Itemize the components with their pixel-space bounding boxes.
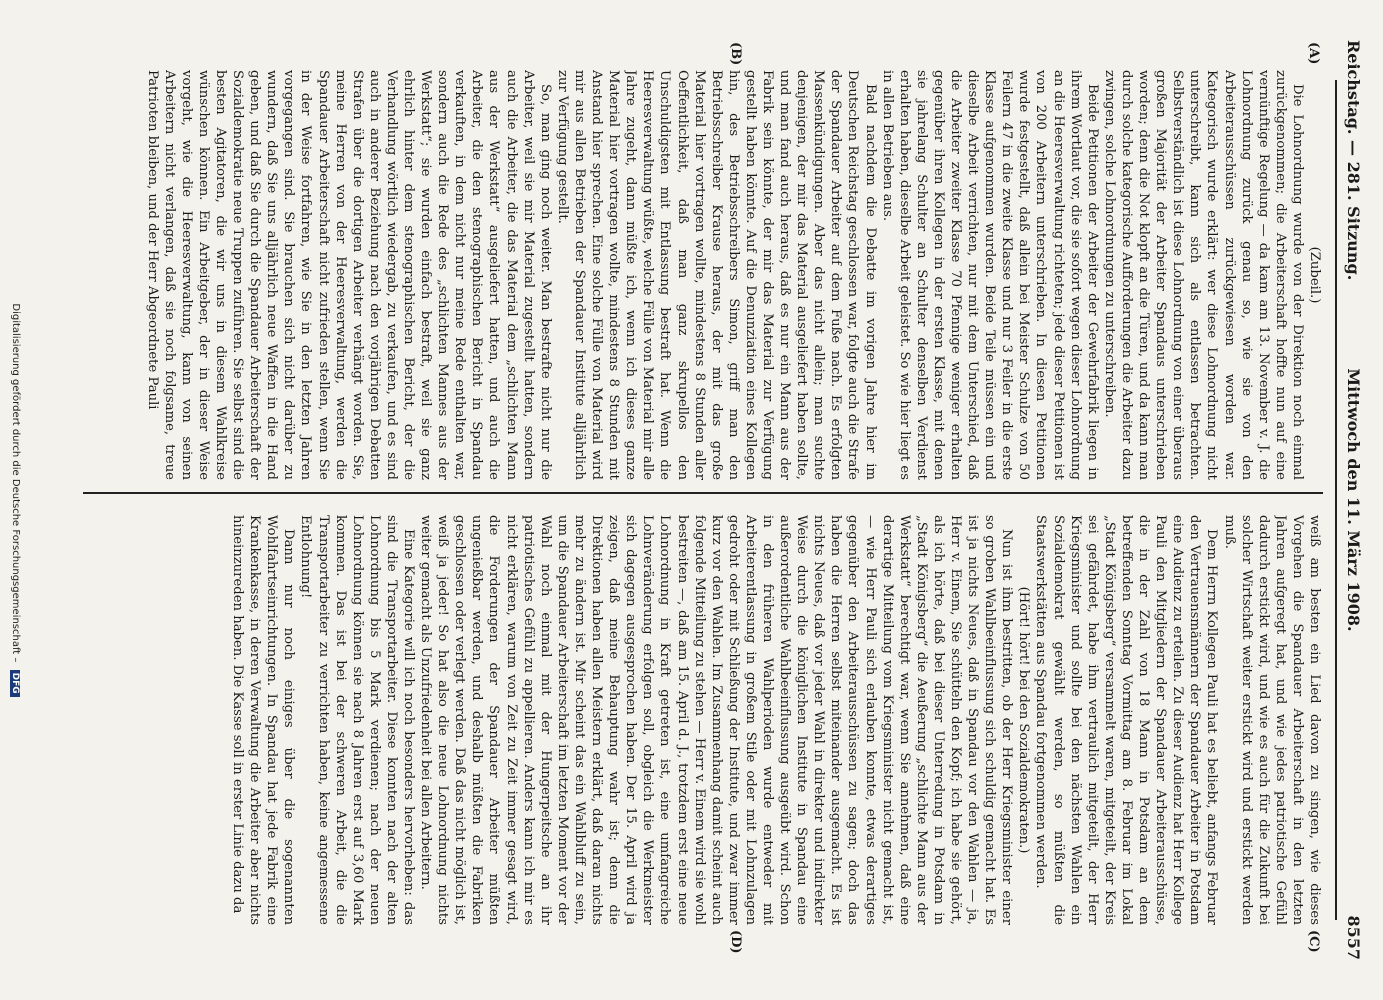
page-header — [1333, 40, 1371, 960]
digitization-credit — [10, 0, 21, 1000]
interjection: (Hört! hört! bei den Sozialdemokraten.) — [1016, 586, 1032, 854]
header-date: Mittwoch den 11. März 1908. — [1344, 368, 1363, 632]
paragraph: Nun ist ihm bestritten, ob der Herr Kriegsminister einer so groben Wahlbeeinflussung sich schuldig gemacht hat. Es ist ja nichts Neues, daß in Spandau vor den Wahlen — ja, Herr v. Einem, Sie schütteln den Kopf; ich habe sie gehört, als ich hörte, daß bei dieser Unterredung in Potsdam in „Stadt Königsberg“ die Aeußerung „schlichte Mann aus der Werkstatt“ berechtigt war, wenn Sie annehmen, daß eine derartige Mitteilung vom Kriegsminister nicht gemacht ist, — wie Herr Pauli sich erlauben konnte, etwas derartiges gegenüber den Arbeiterausschüssen zu sagen; doch das haben die Herren selbst miteinander ausgemacht. Es ist nichts Neues, daß vor jeder Wahl in direkter und indirekter Weise durch die königlichen Institute in Spandau eine außerordentliche Wahlbeeinflussung ausgeübt wird. Schon in den früheren Wahlperioden wurde entweder mit Arbeiterentlassung in großem Stile oder mit Lohnzulagen gedroht oder mit Schließung der Institute, und zwar immer kurz vor den Wahlen. Im Zusammenhang damit scheint auch folgende Mitteilung zu stehen — Herr v. Einem wird sie wohl bestreiten —, daß am 15. April d. J., trotzdem erst eine neue Lohnordnung in Kraft getreten ist, eine umfangreiche Lohnveränderung erfolgen soll, obgleich die Werkmeister sich dagegen ausgesprochen haben. Der 15. April wird ja zeigen, daß meine Behauptung wahr ist; denn die Direktionen haben allen Meistern erklärt, daß daran nichts mehr zu ändern ist. Mir scheint das ein Wahlbluff zu sein, um die Spandauer Arbeiterschaft im letzten Moment vor der Wahl noch einmal mit der Hungerpeitsche an ihr patriotisches Gefühl zu appellieren. Anders kann ich mir es nicht erklären, warum von Zeit zu Zeit immer gesagt wird, die Forderungen der Spandauer Arbeiter müßten ungenießbar werden, und deshalb müßten die Fabriken geschlossen oder verlegt werden. Daß das nicht möglich ist, weiß ja jeder! So hat also die neue Lohnordnung nichts weiter gemacht als Unzufriedenheit bei allen Arbeitern. — [418, 515, 1015, 925]
margin-marker-b: (B) — [728, 42, 743, 66]
margin-marker-a: (A) — [1306, 42, 1321, 65]
column-divider — [83, 492, 1323, 494]
paragraph: Die Lohnordnung wurde von der Direktion noch einmal zurückgenommen; die Arbeiterschaft hoffte nun auf eine vernünftige Regelung — da kam am 13. November v. J. die Lohnordnung zurück genau so, wie sie von den Arbeiterausschüssen zurückgewiesen worden war. Kategorisch wurde erklärt: wer diese Lohnordnung nicht unterschreibt, kann sich als entlassen betrachten. Selbstverständlich ist diese Lohnordnung von einer überaus großen Majorität der Arbeiter Spandaus unterschrieben worden; denn die Not klopft an die Türen, und da kann man durch solche kategorische Aufforderungen die Arbeiter dazu zwingen, solche Lohnordnungen zu unterschreiben. — [1101, 70, 1305, 480]
paragraph: Beide Petitionen der Arbeiter der Gewehrfabrik liegen in ihrem Wortlaut vor, die sie sofort wegen dieser Lohnordnung an die Heeresverwaltung richteten; jede dieser Petitionen ist von 200 Arbeitern unterschrieben. In diesen Petitionen wurde festgestellt, daß allein bei Meister Schulze von 50 Feilern 47 in die zweite Klasse und nur 3 Feiler in die erste Klasse aufgenommen wurden. Beide Teile müssen ein und dieselbe Arbeit verrichten, nur mit dem Unterschied, daß die Arbeiter zweiter Klasse 70 Pfennige weniger erhalten gegenüber ihren Kollegen in der ersten Klasse, mit denen sie jahrelang Schulter an Schulter denselben Verdienst erhalten haben, dieselbe Arbeit geleistet. So wie hier liegt es in allen Betrieben aus. — [879, 70, 1100, 480]
paragraph: Bald nachdem die Debatte im vorigen Jahre hier im Deutschen Reichstag geschlossen war, folgte auch die Strafe der Spandauer Arbeiter auf dem Fuße nach. Es erfolgten Massenkündigungen. Aber das nicht allein; man suchte denjenigen, der mir das Material ausgeliefert haben sollte, und man fand auch heraus, daß es nur ein Mann aus der Fabrik sein könnte, der mir das Material zur Verfügung gestellt haben könnte. Auf die Denunziation eines Kollegen hin, des Betriebsschreibers Simon, griff man den Betriebsschreiber Krause heraus, der mit das große Material hier vortragen wollte, mindestens 8 Stunden aller Oeffentlichkeit, daß man ganz skrupellos den Unschuldigsten mit Entlassung bestraft hat. Wenn die Heeresverwaltung wüßte, welche Fülle von Material mir alle Jahre zugeht, dann müßte ich, wenn ich dieses ganze Material hier vortragen wollte, mindestens 8 Stunden mit Anstand hier sprechen. Eine solche Fülle von Material wird mir aus allen Betrieben der Spandauer Institute alljährlich zur Verfügung gestellt. — [554, 70, 878, 480]
right-column — [83, 515, 1323, 925]
margin-marker-c: (C) — [1306, 930, 1321, 953]
dfg-logo: DFG — [10, 670, 20, 697]
paragraph: Dem Herrn Kollegen Pauli hat es beliebt, anfangs Februar den Vertrauensmännern der Spandauer Arbeiter in Potsdam eine Audienz zu erteilen. Zu dieser Audienz hat Herr Kollege Pauli den Mitgliedern der Spandauer Arbeiterausschüsse, die in der Zahl von 18 Mann in Potsdam an dem betreffenden Sonntag Vormittag am 8. Februar im Lokal „Stadt Königsberg“ versammelt waren, mitgeteilt, der Kreis sei gefährdet, habe ihm vertraulich mitgeteilt, der Herr Kriegsminister und sollte bei den nächsten Wahlen ein Sozialdemokrat gewählt werden, so müßten die Staatswerkstätten aus Spandau fortgenommen werden. — [1033, 515, 1220, 925]
margin-marker-d: (D) — [728, 930, 743, 954]
header-rule — [1335, 80, 1337, 920]
paragraph: Eine Kategorie will ich noch besonders hervorheben: das sind die Transportarbeiter. Diese konnten nach der alten Lohnordnung bis 5 Mark verdienen; nach der neuen Lohnordnung können sie nach 8 Jahren erst auf 3,60 Mark kommen. Das ist bei der schweren Arbeit, die die Transportarbeiter zu verrichten haben, keine angemessene Entlohnung! — [298, 515, 417, 925]
header-page-number: 8557 — [1344, 915, 1363, 960]
credit-text: Digitalisierung gefördert durch die Deutsche Forschungsgemeinschaft – — [10, 303, 21, 663]
paragraph: weiß am besten ein Lied davon zu singen, wie dieses Vorgehen die Spandauer Arbeiterschaft in den letzten Jahren aufgeregt hat, und wie jedes patriotische Gefühl dadurch erstickt wird, und wie es auch für die Zukunft bei solcher Wirtschaft weiter erstickt wird und erstickt werden muß. — [1221, 515, 1322, 925]
speaker-label: (Zubeil.) — [1307, 246, 1322, 304]
header-session: Reichstag. — 281. Sitzung. — [1344, 40, 1363, 281]
paragraph: So, man ging noch weiter. Man bestrafte nicht nur die Arbeiter, weil sie mir Material zugestellt hatten, sondern auch die Arbeiter, die das Material dem „schlichten Mann aus der Werkstatt“ ausgeliefert hatten, und auch die Arbeiter, die den stenographischen Bericht in Spandau verkauften, in dem nicht nur meine Rede enthalten war, sondern auch die Rede des „schlichten Mannes aus der Werkstatt“; sie wurden einfach bestraft, weil sie ganz ehrlich hinter dem stenographischen Bericht, der die Verhandlung wörtlich wiedergab, zu verkaufen, und es sind auch in anderer Beziehung nach den vorjährigen Debatten Strafen über die dortigen Arbeiter verhängt worden. Sie, meine Herren von der Heeresverwaltung, werden die Spandauer Arbeiterschaft nicht zufrieden stellen, wenn Sie in der Weise fortfahren, wie Sie in den letzten Jahren vorgegangen sind. Sie brauchen sich nicht darüber zu wundern, daß Sie uns alljährlich neue Waffen in die Hand geben, und daß Sie durch die Spandauer Arbeiterschaft der Sozialdemokratie neue Truppen zuführen. Sie selbst sind die besten Agitatoren, die wir uns in diesem Wahlkreise wünschen können. Ein Arbeitgeber, der in dieser Weise vorgeht, wie die Heeresverwaltung, kann von seinen Arbeitern nicht verlangen, daß sie noch folgsame, treue Patrioten bleiben, und der Herr Abgeordnete Pauli — [144, 70, 553, 480]
left-column — [83, 70, 1323, 480]
paragraph: Dann nur noch einiges über die sogenannten Wohlfahrtseinrichtungen. In Spandau hat jede Fabrik eine Krankenkasse, in deren Verwaltung die Arbeiter aber nichts hineinzureden haben. Die Kasse soll in erster Linie dazu da — [230, 515, 297, 925]
